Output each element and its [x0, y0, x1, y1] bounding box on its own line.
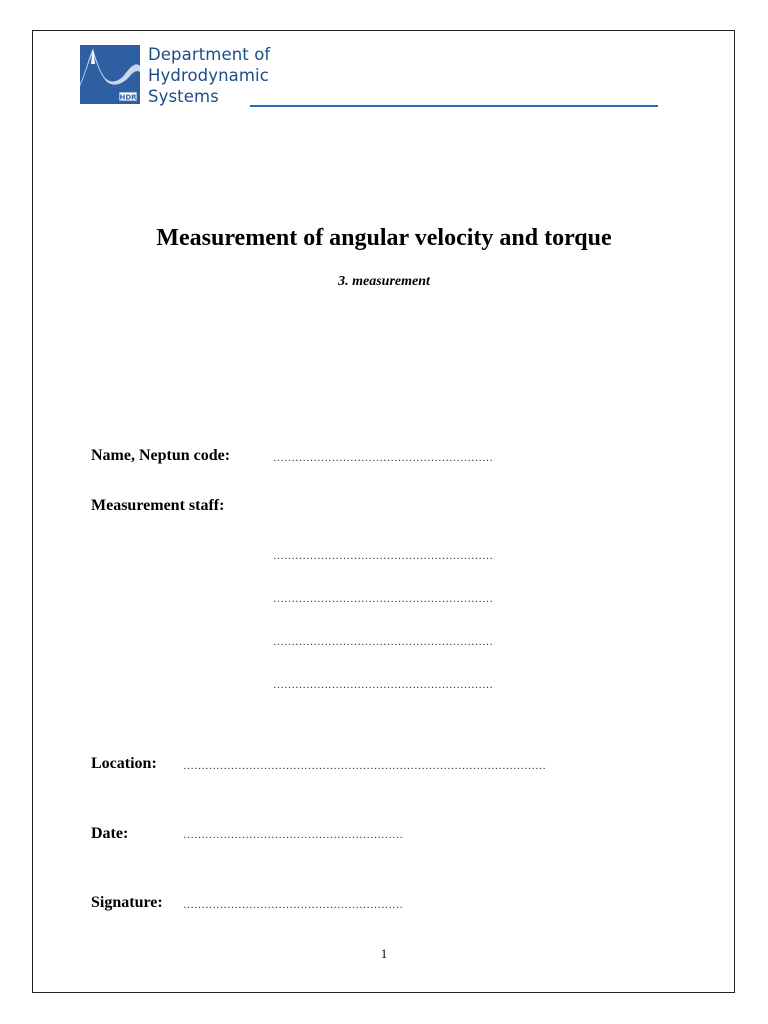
staff-field-1[interactable]: …………………………………………………… — [273, 550, 493, 562]
staff-field-4[interactable]: …………………………………………………… — [273, 679, 493, 691]
department-line-2: Hydrodynamic — [148, 66, 269, 85]
document-subtitle: 3. measurement — [338, 274, 430, 289]
page-number: 1 — [380, 946, 388, 961]
department-name — [148, 44, 270, 107]
header-divider — [250, 105, 658, 107]
logo-abbreviation: HDR — [119, 93, 137, 102]
date-label: Date: — [91, 825, 129, 842]
document-title: Measurement of angular velocity and torque — [156, 225, 612, 251]
name-neptun-field[interactable]: …………………………………………………… — [273, 452, 493, 464]
department-line-1: Department of — [148, 45, 271, 64]
signature-label: Signature: — [91, 894, 163, 911]
staff-field-2[interactable]: …………………………………………………… — [273, 593, 493, 605]
date-field[interactable]: …………………………………………………… — [183, 829, 403, 841]
measurement-staff-label: Measurement staff: — [91, 497, 225, 514]
staff-field-3[interactable]: …………………………………………………… — [273, 636, 493, 648]
signature-field[interactable]: …………………………………………………… — [183, 899, 403, 911]
name-neptun-label: Name, Neptun code: — [91, 447, 231, 464]
department-line-3: Systems — [148, 87, 219, 106]
hdr-logo — [79, 44, 141, 105]
location-label: Location: — [91, 755, 157, 772]
location-field[interactable]: ……………………………………………………………………………………… — [183, 760, 546, 772]
